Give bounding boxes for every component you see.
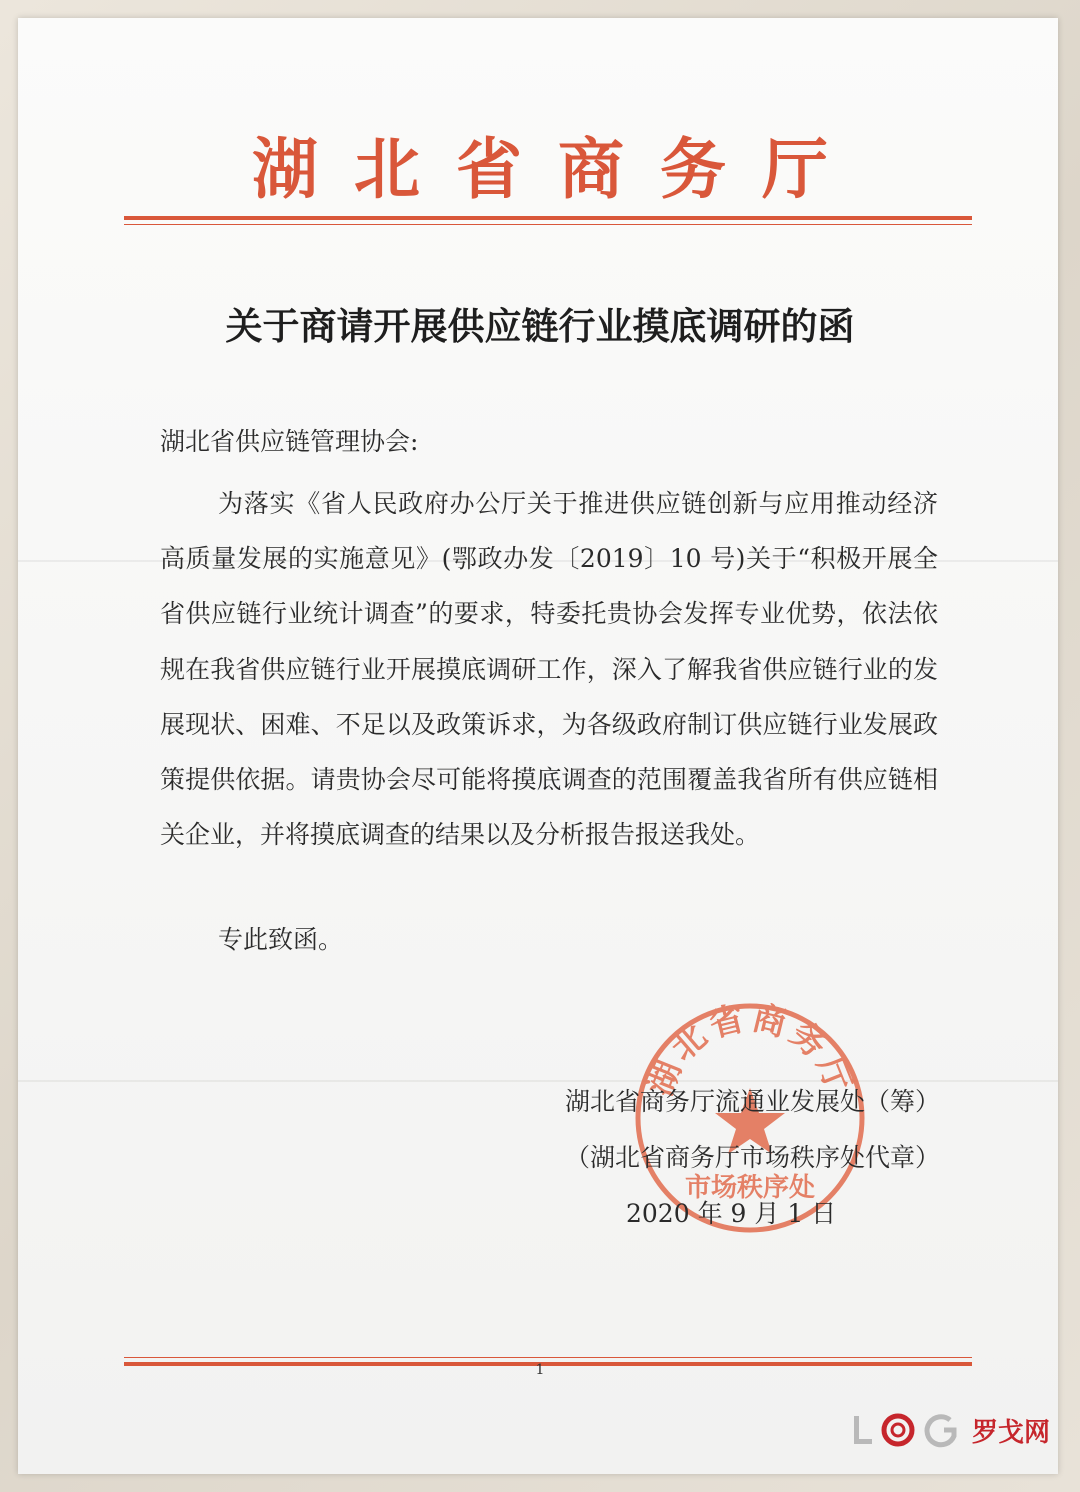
watermark-site-name: 罗戈网 xyxy=(972,1417,1051,1448)
letterhead-rule-thick xyxy=(124,216,972,220)
log-logo-icon xyxy=(850,1410,970,1450)
closing-line: 专此致函。 xyxy=(218,925,344,954)
letter-date: 2020 年 9 月 1 日 xyxy=(626,1199,837,1228)
footer-rule-thin xyxy=(124,1357,972,1358)
document-title: 关于商请开展供应链行业摸底调研的函 xyxy=(225,305,855,348)
seal-arc-text: 湖北省商务厅 xyxy=(639,1000,861,1102)
page-number: 1 xyxy=(535,1362,545,1378)
seal-note: （湖北省商务厅市场秩序处代章） xyxy=(564,1143,940,1172)
site-watermark xyxy=(850,1400,1070,1460)
sender-department: 湖北省商务厅流通业发展处（筹） xyxy=(564,1087,940,1116)
body-paragraph: 为落实《省人民政府办公厅关于推进供应链创新与应用推动经济高质量发展的实施意见》(鄂政办发〔2019〕10 号)关于“积极开展全省供应链行业统计调查”的要求，特委托贵协会发挥专业优势，依法依规在我省供应链行业开展摸底调研工作，深入了解我省供应链行业的发展现状、困难、不足以及政策诉求，为各级政府制订供应链行业发展政策提供依据。请贵协会尽可能将摸底调查的范围覆盖我省所有供应链相关企业，并将摸底调查的结果以及分析报告报送我处。 xyxy=(160,489,938,850)
letterhead-org-name: 湖北省商务厅 xyxy=(252,131,864,208)
addressee: 湖北省供应链管理协会: xyxy=(160,427,419,456)
seal-bottom-text: 市场秩序处 xyxy=(684,1173,816,1203)
letterhead-rule-thin xyxy=(124,224,972,225)
